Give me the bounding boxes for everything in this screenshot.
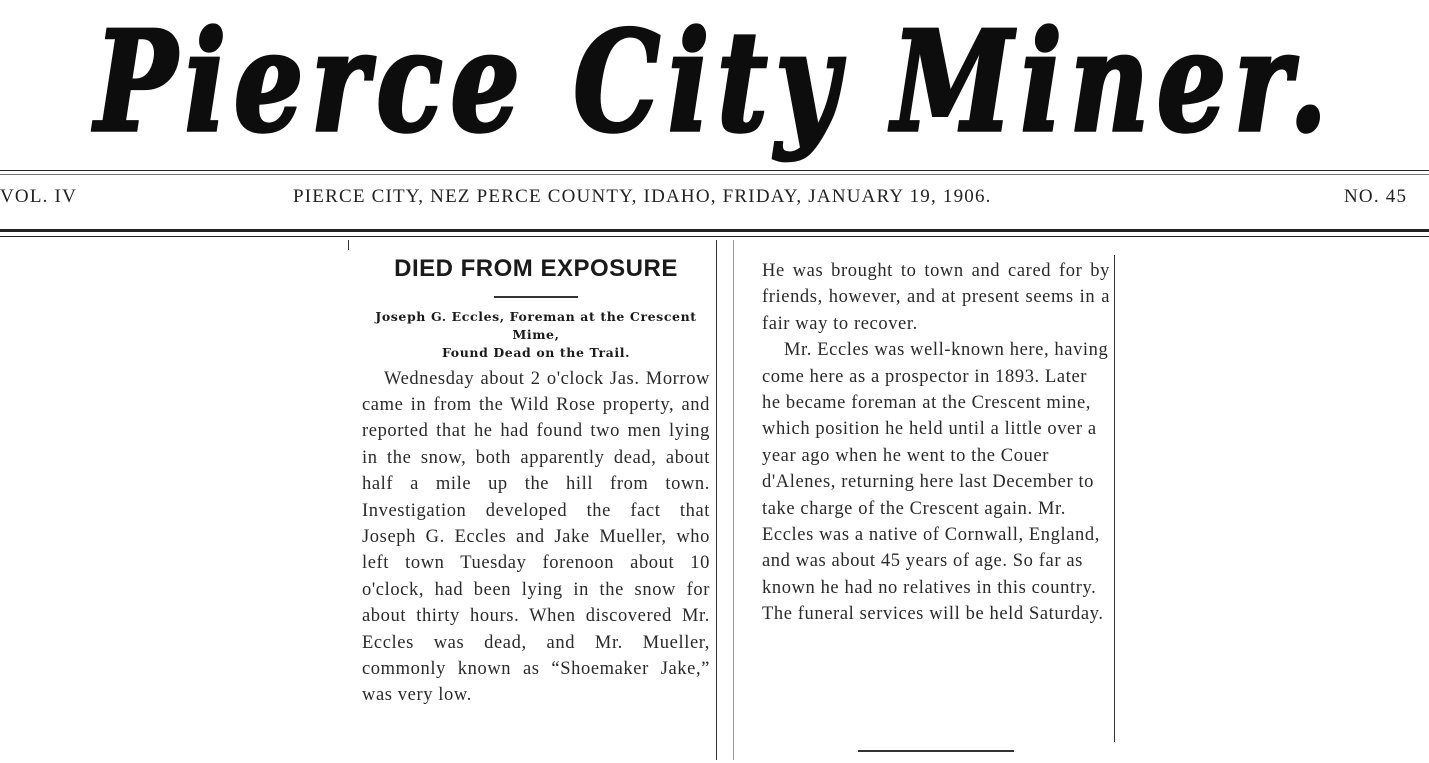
column-rule-top-left (348, 240, 349, 250)
masthead (80, 2, 1350, 168)
issue-number: NO. 45 (1344, 186, 1408, 207)
column-rule-right (1114, 255, 1115, 742)
article-paragraph-2: He was brought to town and cared for by friends, however, and at present seems in a fair way to recover. (762, 261, 1110, 334)
subhead-line-1: Joseph G. Eccles, Foreman at the Crescent Mime, (375, 308, 697, 342)
article-subhead (362, 308, 710, 362)
column-rule-middle-left (716, 240, 717, 760)
masthead-title (80, 2, 1350, 168)
article-headline: DIED FROM EXPOSURE (394, 255, 678, 282)
article-paragraph-3: Mr. Eccles was well-known here, having come here as a prospector in 1893. Later he became foreman at the Crescent mine, which position he held until a little over a year ago when he went to the Couer d'Alenes, returning here last December to take charge of the Crescent again. Mr. Eccles was a native of Cornwall, England, and was about 45 years of age. So far as known he had no relatives in this country. The funeral services will be held Saturday. (762, 340, 1109, 625)
subhead-line-2: Found Dead on the Trail. (441, 344, 631, 360)
article-paragraph-1: Wednesday about 2 o'clock Jas. Morrow came in from the Wild Rose property, and reported that he had found two men lying in the snow, both apparently dead, about half a mile up the hill from town. Investigation developed the fact that Joseph G. Eccles and Jake Mueller, who left town Tuesday forenoon about 10 o'clock, had been lying in the snow for about thirty hours. When discovered Mr. Eccles was dead, and Mr. Mueller, commonly known as “Shoemaker Jake,” was very low. (362, 368, 710, 706)
masthead-rule-thin (0, 170, 1429, 171)
dateline-rule-thin (0, 236, 1429, 237)
place-and-date: PIERCE CITY, NEZ PERCE COUNTY, IDAHO, FRIDAY, JANUARY 19, 1906. (293, 186, 992, 207)
article-end-rule (858, 750, 1014, 752)
dateline-rule-thick (0, 229, 1429, 232)
masthead-rule-faint (0, 174, 1429, 175)
masthead-title-text: Pierce City Miner. (91, 2, 1335, 163)
article-column-1 (362, 250, 710, 709)
headline-divider (494, 296, 578, 298)
volume-number: VOL. IV (0, 186, 77, 207)
column-rule-middle-right (733, 240, 734, 760)
article-column-2 (762, 258, 1110, 628)
dateline (0, 186, 1429, 214)
